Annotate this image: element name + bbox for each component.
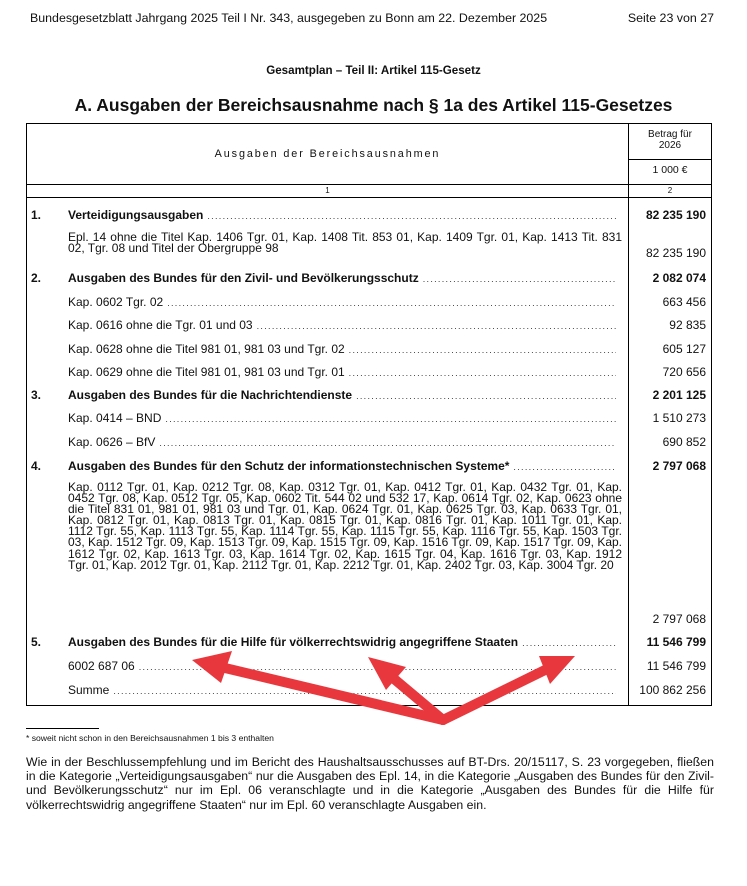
section-number: 4.	[31, 459, 42, 473]
sum-row: Summe . . .	[68, 682, 620, 698]
expenditure-table	[26, 123, 712, 706]
detail-row: Kap. 0616 ohne die Tgr. 01 und 03 . . .	[68, 317, 620, 333]
detail-value: 663 456	[662, 295, 706, 309]
detail-value: 720 656	[662, 365, 706, 379]
section-value: 2 082 074	[652, 271, 706, 285]
section-number: 1.	[31, 208, 42, 222]
section-label: Ausgaben des Bundes für den Zivil- und Bevölkerungsschutz . . .	[68, 270, 620, 286]
column-number-2: 2	[667, 186, 673, 195]
detail-value: 1 510 273	[652, 411, 706, 425]
section-label: Ausgaben des Bundes für den Schutz der informationstechnischen Systeme* . . .	[68, 458, 620, 474]
footnote: * soweit nicht schon in den Bereichsausnahmen 1 bis 3 enthalten	[26, 733, 274, 743]
column-number-1: 1	[325, 186, 330, 195]
section-detail: Kap. 0112 Tgr. 01, Kap. 0212 Tgr. 08, Kap. 0312 Tgr. 01, Kap. 0412 Tgr. 01, Kap. 0432 Tgr. 01, Kap. 0452 Tgr. 08, Kap. 0512 Tgr. 05, Kap. 0602 Tit. 544 02 und 532 17, Kap. 0614 Tgr. 02, Kap. 0623 ohne die Titel 831 01, 981 01, 981 03 und Tgr. 01, Kap. 0624 Tgr. 01, Kap. 0625 Tgr. 03, Kap. 0633 Tgr. 01, Kap. 0812 Tgr. 01, Kap. 0813 Tgr. 01, Kap. 0815 Tgr. 01, Kap. 0816 Tgr. 01, Kap. 1011 Tgr. 01, Kap. 1112 Tgr. 55, Kap. 1113 Tgr. 55, Kap. 1114 Tgr. 55, Kap. 1115 Tgr. 55, Kap. 1116 Tgr. 55, Kap. 1503 Tgr. 03, Kap. 1512 Tgr. 09, Kap. 1513 Tgr. 09, Kap. 1515 Tgr. 09, Kap. 1516 Tgr. 09, Kap. 1517 Tgr. 09, Kap. 1612 Tgr. 02, Kap. 1613 Tgr. 03, Kap. 1614 Tgr. 02, Kap. 1615 Tgr. 04, Kap. 1616 Tgr. 03, Kap. 1912 Tgr. 01, Kap. 2012 Tgr. 01, Kap. 2112 Tgr. 01, Kap. 2212 Tgr. 01, Kap. 2402 Tgr. 03, Kap. 3004 Tgr. 20	[68, 480, 622, 572]
column-header-main: Ausgaben der Bereichsausnahmen	[214, 148, 441, 160]
header-rule	[27, 197, 711, 198]
column-header-amount-line2: 2026	[658, 140, 682, 151]
detail-value: 92 835	[669, 318, 706, 332]
section-label: Ausgaben des Bundes für die Nachrichtendienste . . .	[68, 387, 620, 403]
detail-value: 690 852	[662, 435, 706, 449]
sum-value: 100 862 256	[639, 683, 706, 697]
section-value: 2 797 068	[652, 459, 706, 473]
section-value: 82 235 190	[645, 208, 706, 222]
page-number: Seite 23 von 27	[627, 11, 714, 25]
detail-value: 11 546 799	[646, 659, 706, 673]
unit-label: 1 000 €	[652, 164, 688, 176]
section-value: 2 201 125	[652, 388, 706, 402]
detail-value: 605 127	[662, 342, 706, 356]
detail-row: 6002 687 06 . . .	[68, 658, 620, 674]
section-number: 3.	[31, 388, 42, 402]
detail-value: 82 235 190	[645, 246, 706, 260]
detail-value: 2 797 068	[652, 612, 706, 626]
header-rule	[27, 184, 711, 185]
page-title: A. Ausgaben der Bereichsausnahme nach § 1a des Artikel 115-Gesetzes	[74, 95, 673, 115]
page-header	[30, 11, 714, 27]
header-left: Bundesgesetzblatt Jahrgang 2025 Teil I Nr. 343, ausgegeben zu Bonn am 22. Dezember 2025	[30, 11, 548, 25]
section-subtitle: Gesamtplan – Teil II: Artikel 115-Gesetz	[266, 64, 481, 77]
column-header-amount	[629, 129, 711, 151]
detail-row: Kap. 0414 – BND . . .	[68, 410, 620, 426]
header-rule	[629, 159, 711, 160]
section-label: Verteidigungsausgaben . . .	[68, 207, 620, 223]
section-value: 11 546 799	[646, 635, 706, 649]
detail-row: Kap. 0602 Tgr. 02 . . .	[68, 294, 620, 310]
explanatory-paragraph: Wie in der Beschlussempfehlung und im Bericht des Haushaltsausschusses auf BT-Drs. 20/15117, S. 23 vorgegeben, fließen in die Kategorie „Verteidigungsausgaben“ nur die Ausgaben des Epl. 14, in die Kategorie „Ausgaben des Bundes für den Zivil- und Bevölkerungsschutz“ nur im Epl. 06 veranschlagte und in die Kategorie „Ausgaben des Bundes für die Hilfe für völkerrechtswidrig angegriffene Staaten“ nur im Epl. 60 veranschlagte Ausgaben ein.	[26, 755, 714, 812]
section-label: Ausgaben des Bundes für die Hilfe für völkerrechtswidrig angegriffene Staaten . . .	[68, 634, 620, 650]
detail-row: Kap. 0626 – BfV . . .	[68, 434, 620, 450]
section-number: 5.	[31, 635, 42, 649]
footnote-rule	[26, 728, 99, 729]
column-header-amount-line1: Betrag für	[648, 129, 692, 140]
detail-row: Kap. 0628 ohne die Titel 981 01, 981 03 und Tgr. 02 . . .	[68, 341, 620, 357]
detail-row: Kap. 0629 ohne die Titel 981 01, 981 03 und Tgr. 01 . . .	[68, 364, 620, 380]
section-detail: Epl. 14 ohne die Titel Kap. 1406 Tgr. 01, Kap. 1408 Tit. 853 01, Kap. 1409 Tgr. 01, Kap. 1413 Tit. 831 02, Tgr. 08 und Titel der Obergruppe 98	[68, 230, 622, 256]
section-number: 2.	[31, 271, 42, 285]
